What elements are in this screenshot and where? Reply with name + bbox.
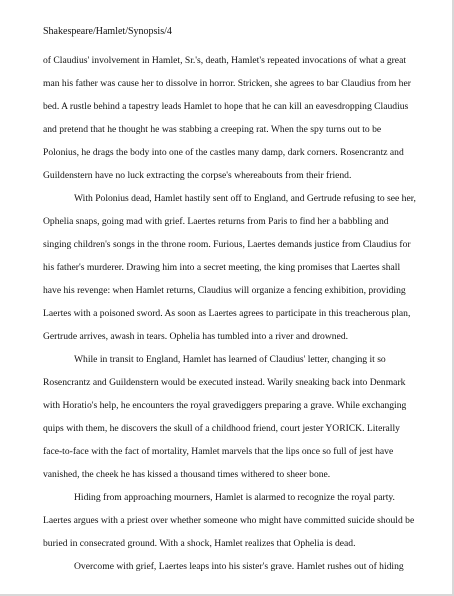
text-line: Polonius, he drags the body into one of the castles many damp, dark corners. Rosencrantz and: [43, 147, 404, 158]
text-line: of Claudius' involvement in Hamlet, Sr.'s, death, Hamlet's repeated invocations of what a great: [43, 55, 406, 66]
paragraph-start-line: While in transit to England, Hamlet has learned of Claudius' letter, changing it so: [74, 354, 386, 365]
text-line: Guildenstern have no luck extracting the corpse's whereabouts from their friend.: [43, 170, 352, 181]
text-line: bed. A rustle behind a tapestry leads Hamlet to hope that he can kill an eavesdropping Claudius: [43, 101, 409, 112]
paragraph-start-line: Hiding from approaching mourners, Hamlet is alarmed to recognize the royal party.: [74, 492, 395, 503]
text-line: Rosencrantz and Guildenstern would be executed instead. Warily sneaking back into Denmark: [43, 377, 406, 388]
text-line: his father's murderer. Drawing him into a secret meeting, the king promises that Laertes shall: [43, 262, 401, 273]
text-line: Laertes with a poisoned sword. As soon as Laertes agrees to participate in this treacherous plan,: [43, 308, 411, 319]
text-line: with Horatio's help, he encounters the royal gravediggers preparing a grave. While exchanging: [43, 400, 407, 411]
running-header: Shakespeare/Hamlet/Synopsis/4: [43, 26, 172, 37]
text-line: Gertrude arrives, awash in tears. Ophelia has tumbled into a river and drowned.: [43, 331, 349, 342]
text-line: have his revenge: when Hamlet returns, Claudius will organize a fencing exhibition, providing: [43, 285, 406, 296]
text-line: man his father was cause her to dissolve in horror. Stricken, she agrees to bar Claudius from her: [43, 78, 411, 89]
text-line: quips with them, he discovers the skull of a childhood friend, court jester YORICK. Literally: [43, 423, 400, 434]
text-line: face-to-face with the fact of mortality, Hamlet marvels that the lips once so full of jest have: [43, 446, 394, 457]
paragraph-start-line: Overcome with grief, Laertes leaps into his sister's grave. Hamlet rushes out of hiding: [74, 561, 404, 572]
text-line: Laertes argues with a priest over whether someone who might have committed suicide should be: [43, 515, 415, 526]
text-line: Ophelia snaps, going mad with grief. Laertes returns from Paris to find her a babbling and: [43, 216, 389, 227]
text-line: and pretend that he thought he was stabbing a creeping rat. When the spy turns out to be: [43, 124, 382, 135]
text-line: singing children's songs in the throne room. Furious, Laertes demands justice from Claudius for: [43, 239, 411, 250]
text-line: buried in consecrated ground. With a shock, Hamlet realizes that Ophelia is dead.: [43, 538, 356, 549]
paragraph-start-line: With Polonius dead, Hamlet hastily sent off to England, and Gertrude refusing to see her,: [74, 193, 416, 204]
text-line: vanished, the cheek he has kissed a thousand times withered to sheer bone.: [43, 469, 331, 480]
